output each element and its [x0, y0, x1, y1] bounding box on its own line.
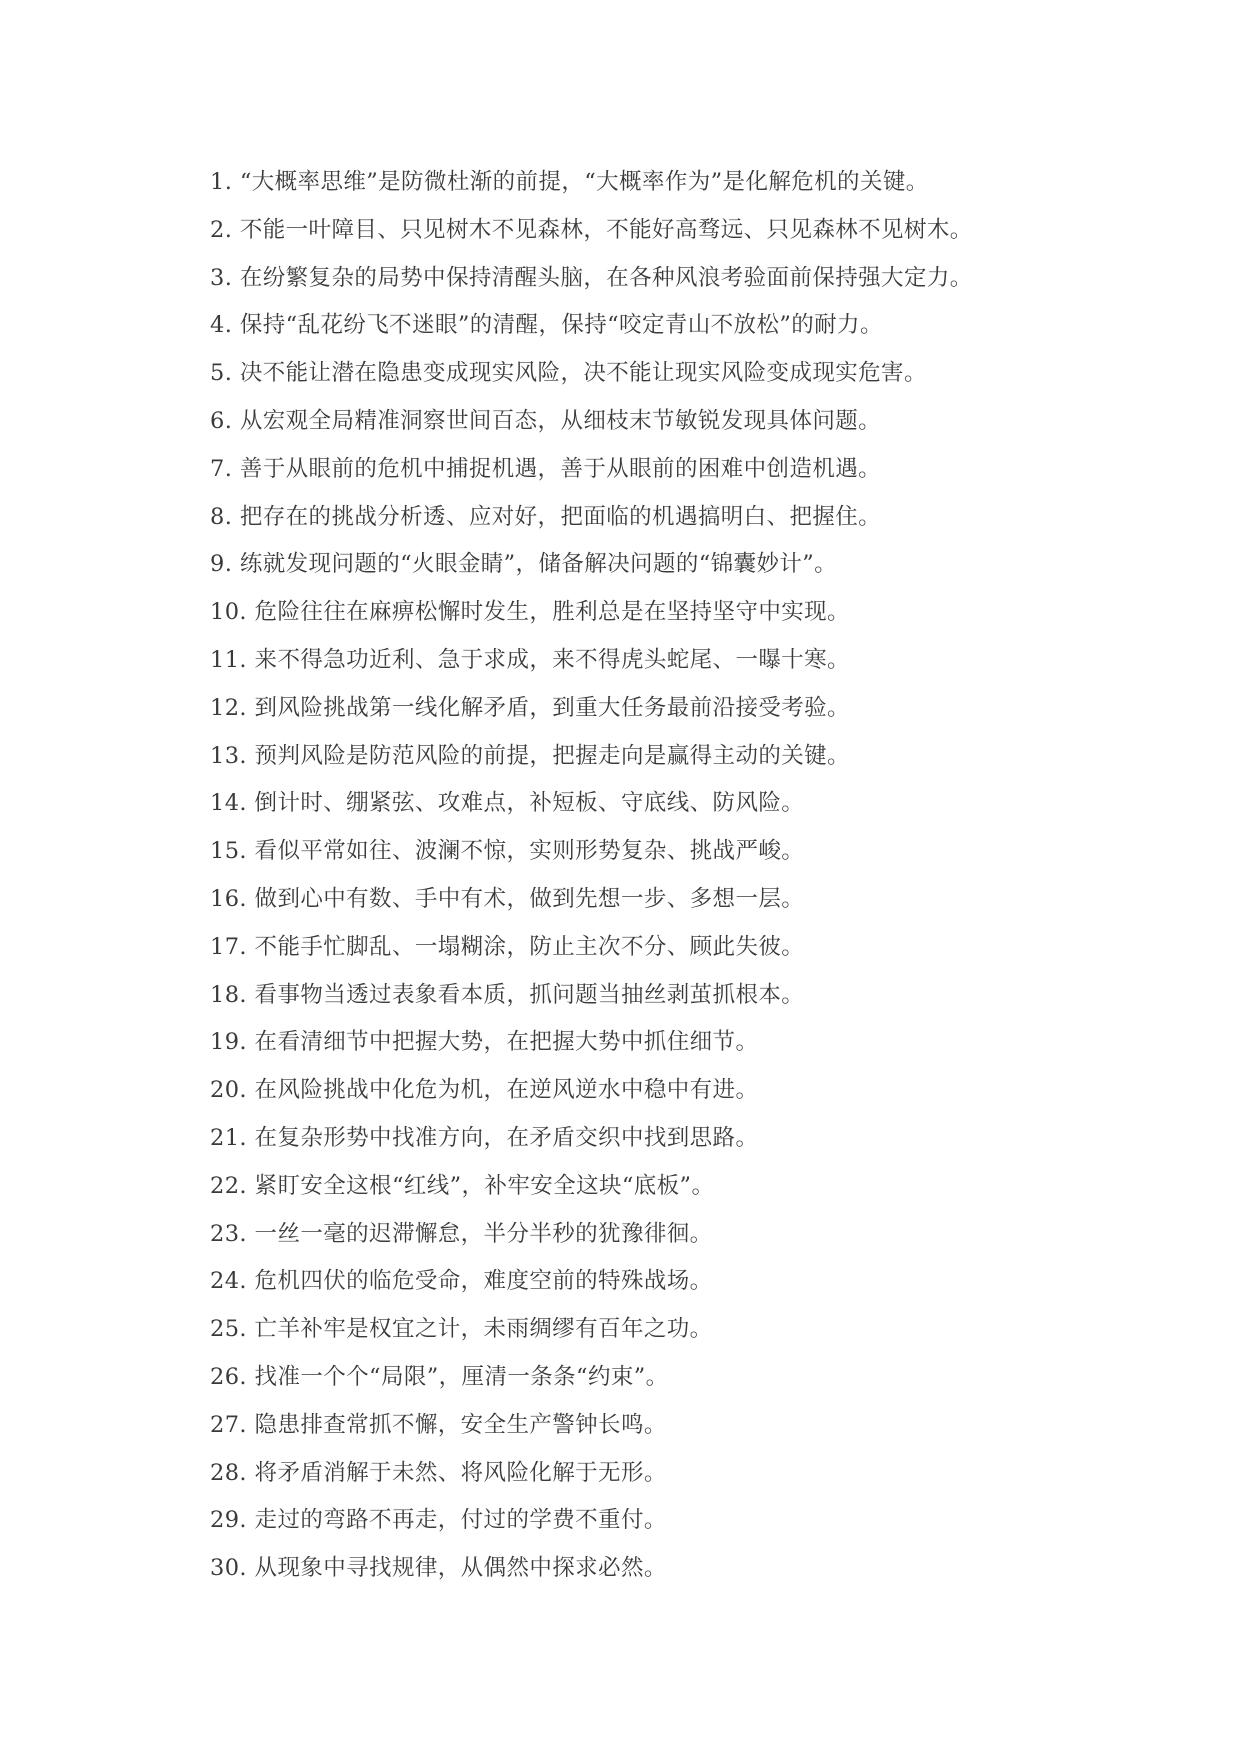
item-number: 17.: [210, 933, 247, 960]
list-item: [210, 924, 1110, 972]
item-text: 一丝一毫的迟滞懈怠，半分半秒的犹豫徘徊。: [254, 1220, 713, 1247]
item-text: 危机四伏的临危受命，难度空前的特殊战场。: [254, 1268, 713, 1295]
list-item: [210, 1211, 1110, 1259]
list-item: [210, 1354, 1110, 1402]
item-text: 找准一个个“局限”，厘清一条条“约束”。: [254, 1363, 669, 1390]
list-item: [210, 1258, 1110, 1306]
item-text: 隐患排查常抓不懈，安全生产警钟长鸣。: [254, 1411, 667, 1438]
item-text: 紧盯安全这根“红线”，补牢安全这块“底板”。: [254, 1172, 715, 1199]
item-number: 19.: [210, 1029, 247, 1056]
list-item: [210, 828, 1110, 876]
item-text: 不能手忙脚乱、一塌糊涂，防止主次不分、顾此失彼。: [254, 933, 805, 960]
item-number: 14.: [210, 790, 247, 817]
item-text: 倒计时、绷紧弦、攻难点，补短板、守底线、防风险。: [254, 790, 805, 817]
item-text: 预判风险是防范风险的前提，把握走向是赢得主动的关键。: [254, 742, 850, 769]
item-number: 2.: [210, 216, 233, 243]
list-item: [210, 541, 1110, 589]
list-item: [210, 1545, 1110, 1593]
item-text: 在纷繁复杂的局势中保持清醒头脑，在各种风浪考验面前保持强大定力。: [239, 264, 973, 291]
item-text: 亡羊补牢是权宜之计，未雨绸缪有百年之功。: [254, 1316, 713, 1343]
item-text: 看似平常如往、波澜不惊，实则形势复杂、挑战严峻。: [254, 838, 805, 865]
item-number: 6.: [210, 407, 233, 434]
list-item: [210, 876, 1110, 924]
list-item: [210, 589, 1110, 637]
list-item: [210, 733, 1110, 781]
item-number: 10.: [210, 599, 247, 626]
item-text: 不能一叶障目、只见树木不见森林，不能好高骛远、只见森林不见树木。: [239, 216, 973, 243]
item-number: 8.: [210, 503, 233, 530]
list-item: [210, 780, 1110, 828]
item-number: 21.: [210, 1124, 247, 1151]
item-number: 15.: [210, 838, 247, 865]
item-number: 3.: [210, 264, 233, 291]
item-number: 24.: [210, 1268, 247, 1295]
item-text: 在复杂形势中找准方向，在矛盾交织中找到思路。: [254, 1124, 759, 1151]
list-item: [210, 207, 1110, 255]
list-item: [210, 1402, 1110, 1450]
item-text: 从现象中寻找规律，从偶然中探求必然。: [254, 1555, 667, 1582]
item-number: 26.: [210, 1363, 247, 1390]
list-item: [210, 350, 1110, 398]
list-item: [210, 1306, 1110, 1354]
item-number: 4.: [210, 312, 233, 339]
item-text: 练就发现问题的“火眼金睛”，储备解决问题的“锦囊妙计”。: [239, 551, 838, 578]
list-item: [210, 398, 1110, 446]
item-text: 从宏观全局精准洞察世间百态，从细枝末节敏锐发现具体问题。: [239, 407, 882, 434]
item-number: 25.: [210, 1316, 247, 1343]
item-number: 28.: [210, 1459, 247, 1486]
item-text: “大概率思维”是防微杜渐的前提，“大概率作为”是化解危机的关键。: [239, 169, 929, 195]
list-item: [210, 302, 1110, 350]
item-number: 13.: [210, 742, 247, 769]
list-item: [210, 972, 1110, 1020]
list-item: [210, 1115, 1110, 1163]
item-text: 把存在的挑战分析透、应对好，把面临的机遇搞明白、把握住。: [239, 503, 882, 530]
item-number: 20.: [210, 1077, 247, 1104]
list-item: [210, 1497, 1110, 1545]
item-number: 30.: [210, 1555, 247, 1582]
list-item: [210, 255, 1110, 303]
item-number: 23.: [210, 1220, 247, 1247]
item-text: 危险往往在麻痹松懈时发生，胜利总是在坚持坚守中实现。: [254, 599, 850, 626]
numbered-list: [210, 159, 1110, 1593]
item-text: 决不能让潜在隐患变成现实风险，决不能让现实风险变成现实危害。: [239, 360, 927, 387]
list-item: [210, 685, 1110, 733]
item-number: 27.: [210, 1411, 247, 1438]
list-item: [210, 159, 1110, 207]
item-text: 将矛盾消解于未然、将风险化解于无形。: [254, 1459, 667, 1486]
item-text: 善于从眼前的危机中捕捉机遇，善于从眼前的困难中创造机遇。: [239, 455, 882, 482]
item-text: 看事物当透过表象看本质，抓问题当抽丝剥茧抓根本。: [254, 981, 805, 1008]
item-text: 到风险挑战第一线化解矛盾，到重大任务最前沿接受考验。: [254, 694, 850, 721]
item-text: 走过的弯路不再走，付过的学费不重付。: [254, 1507, 667, 1534]
item-number: 16.: [210, 885, 247, 912]
list-item: [210, 1019, 1110, 1067]
item-number: 18.: [210, 981, 247, 1008]
item-number: 7.: [210, 455, 233, 482]
item-number: 1.: [210, 169, 233, 195]
list-item: [210, 446, 1110, 494]
list-item: [210, 1067, 1110, 1115]
item-number: 29.: [210, 1507, 247, 1534]
item-number: 12.: [210, 694, 247, 721]
item-number: 11.: [210, 646, 247, 673]
list-item: [210, 1450, 1110, 1498]
item-number: 22.: [210, 1172, 247, 1199]
item-text: 来不得急功近利、急于求成，来不得虎头蛇尾、一曝十寒。: [254, 646, 850, 673]
list-item: [210, 494, 1110, 542]
list-item: [210, 637, 1110, 685]
item-text: 做到心中有数、手中有术，做到先想一步、多想一层。: [254, 885, 805, 912]
item-text: 保持“乱花纷飞不迷眼”的清醒，保持“咬定青山不放松”的耐力。: [239, 312, 883, 339]
item-text: 在风险挑战中化危为机，在逆风逆水中稳中有进。: [254, 1077, 759, 1104]
item-number: 9.: [210, 551, 233, 578]
list-item: [210, 1163, 1110, 1211]
item-text: 在看清细节中把握大势，在把握大势中抓住细节。: [254, 1029, 759, 1056]
item-number: 5.: [210, 360, 233, 387]
